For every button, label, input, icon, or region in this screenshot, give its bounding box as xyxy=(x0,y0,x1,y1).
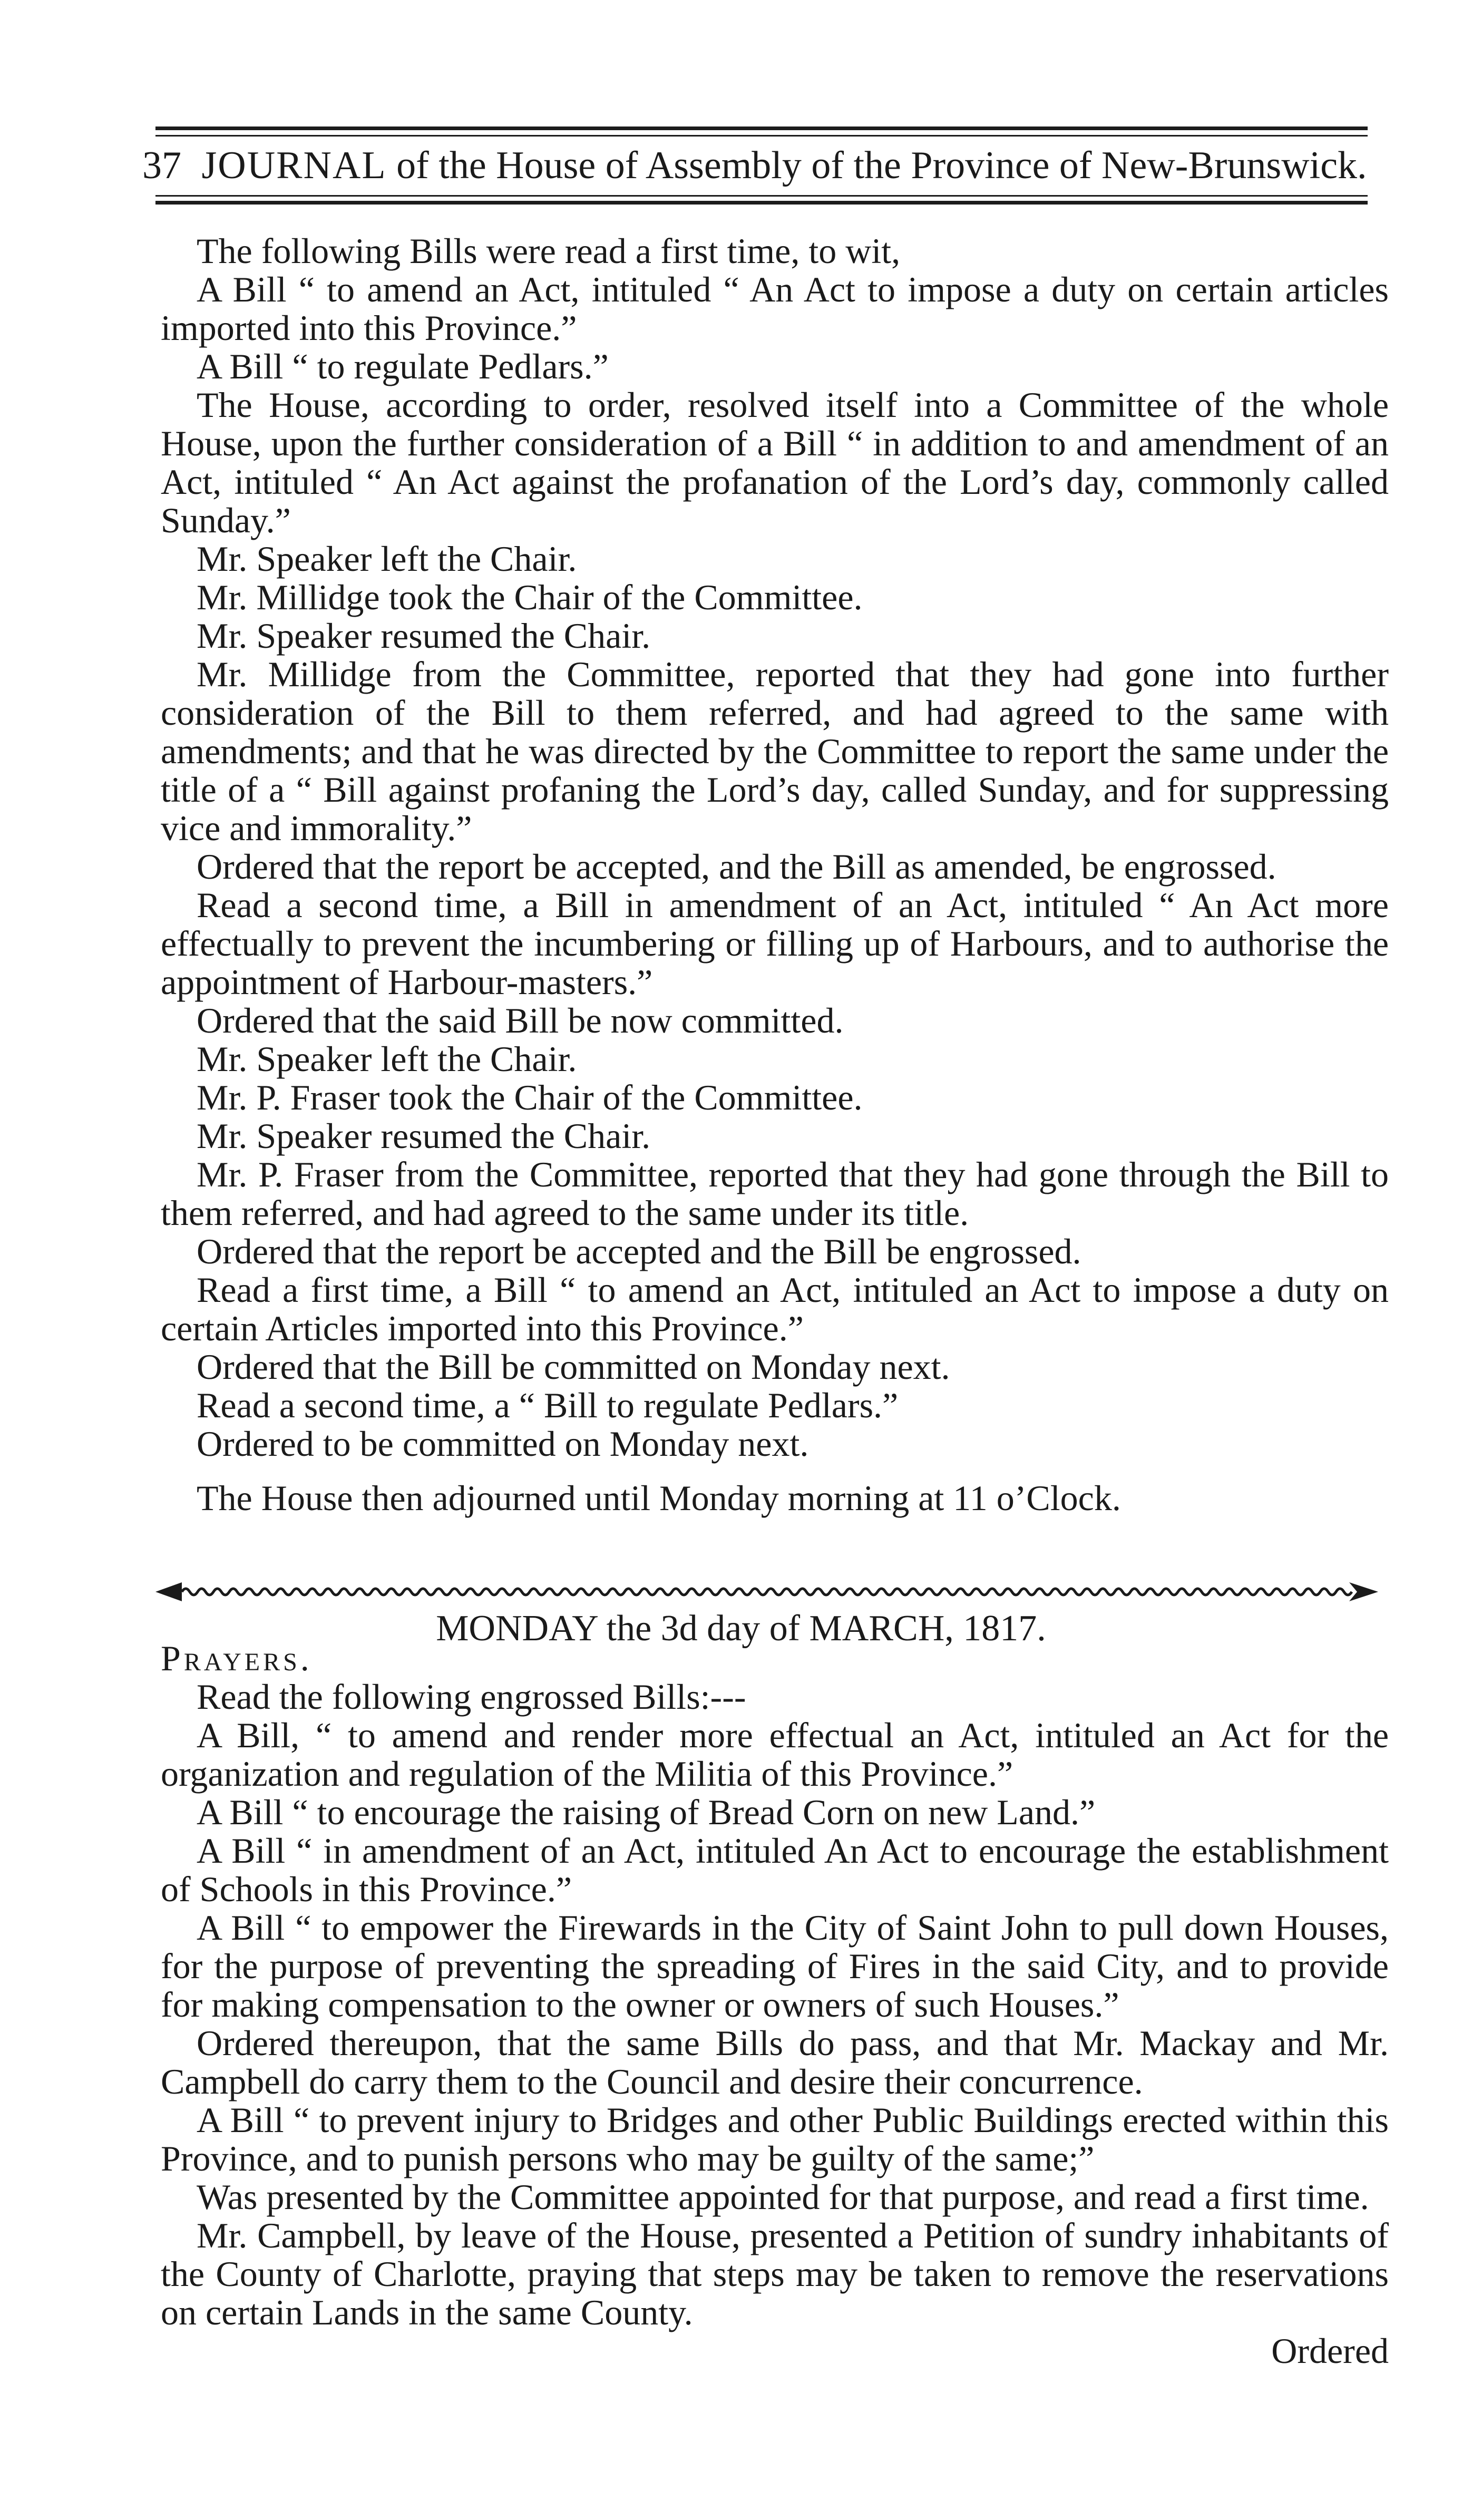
paragraph: Ordered that the Bill be committed on Monday next. xyxy=(197,1347,950,1387)
paragraph: A Bill “ to amend an Act, intituled “ An Act to impose a duty on certain articles imported into this Province.” xyxy=(161,269,1389,348)
header-rule-bottom-thin xyxy=(155,195,1368,197)
adjournment-line: The House then adjourned until Monday morning at 11 o’Clock. xyxy=(197,1478,1121,1518)
journal-title-rest: of the House of Assembly of the Province of New-Brunswick. xyxy=(396,144,1367,187)
paragraph: Ordered to be committed on Monday next. xyxy=(197,1424,809,1464)
paragraph: Mr. P. Fraser from the Committee, reported that they had gone through the Bill to them referred, and had agreed to the same under its title. xyxy=(161,1154,1389,1233)
running-head xyxy=(142,138,1386,193)
journal-title-word: JOURNAL xyxy=(201,144,387,187)
paragraph: Mr. Campbell, by leave of the House, presented a Petition of sundry inhabitants of the County of Charlotte, praying that steps may be taken to remove the reservations on certain Lands in the same County. xyxy=(161,2215,1389,2332)
ornamental-divider xyxy=(150,1576,1383,1608)
paragraph: Ordered that the report be accepted and the Bill be engrossed. xyxy=(197,1231,1081,1271)
prayers-heading: Prayers. xyxy=(161,1638,313,1678)
paragraph: Read the following engrossed Bills:--- xyxy=(197,1677,746,1717)
paragraph: Mr. Speaker resumed the Chair. xyxy=(197,1116,651,1156)
paragraph: A Bill, “ to amend and render more effectual an Act, intituled an Act for the organization and regulation of the Militia of this Province.” xyxy=(161,1715,1389,1794)
paragraph: Read a second time, a “ Bill to regulate Pedlars.” xyxy=(197,1385,899,1425)
paragraph: Mr. P. Fraser took the Chair of the Committee. xyxy=(197,1077,863,1117)
paragraph: Mr. Speaker left the Chair. xyxy=(197,539,577,579)
catchword: Ordered xyxy=(1271,2331,1389,2371)
proceedings-section-1 xyxy=(161,232,1389,1517)
header-rule-top-thin xyxy=(155,135,1368,137)
paragraph: A Bill “ to encourage the raising of Bread Corn on new Land.” xyxy=(197,1792,1096,1832)
paragraph: A Bill “ to prevent injury to Bridges and other Public Buildings erected within this Province, and to punish persons who may be guilty of the same;” xyxy=(161,2100,1389,2178)
date-heading: MONDAY the 3d day of MARCH, 1817. xyxy=(436,1608,1046,1649)
header-rule-bottom xyxy=(155,201,1368,205)
paragraph: Ordered that the report be accepted, and the Bill as amended, be engrossed. xyxy=(197,847,1276,887)
paragraph: Mr. Millidge from the Committee, reported that they had gone into further consideration of the Bill to them referred, and had agreed to the same with amendments; and that he was directed by the Committee to report the same under the title of a “ Bill against profaning the Lord’s day, called Sunday, and for suppressing vice and immorality.” xyxy=(161,654,1389,848)
paragraph: A Bill “ in amendment of an Act, intituled An Act to encourage the establishment of Schools in this Province.” xyxy=(161,1831,1389,1909)
header-rule-top xyxy=(155,127,1368,130)
paragraph: Mr. Millidge took the Chair of the Committee. xyxy=(197,577,863,617)
paragraph: A Bill “ to regulate Pedlars.” xyxy=(197,346,609,386)
paragraph: Mr. Speaker resumed the Chair. xyxy=(197,616,651,656)
paragraph: Was presented by the Committee appointed for that purpose, and read a first time. xyxy=(197,2177,1369,2217)
paragraph: The House, according to order, resolved itself into a Committee of the whole House, upon the further consideration of a Bill “ in addition to and amendment of an Act, intituled “ An Act against the profanation of the Lord’s day, commonly called Sunday.” xyxy=(161,385,1389,540)
paragraph: Read a second time, a Bill in amendment of an Act, intituled “ An Act more effectually to prevent the incumbering or filling up of Harbours, and to authorise the appointment of Harbour-masters.” xyxy=(161,885,1389,1002)
paragraph: The following Bills were read a first time, to wit, xyxy=(197,231,901,271)
page-number: 37 xyxy=(142,144,181,187)
paragraph: A Bill “ to empower the Firewards in the City of Saint John to pull down Houses, for the purpose of preventing the spreading of Fires in the said City, and to provide for making compensation to the owner or owners of such Houses.” xyxy=(161,1908,1389,2025)
paragraph: Read a first time, a Bill “ to amend an Act, intituled an Act to impose a duty on certain Articles imported into this Province.” xyxy=(161,1270,1389,1348)
paragraph: Ordered that the said Bill be now committed. xyxy=(197,1000,844,1040)
proceedings-section-2 xyxy=(161,1639,1389,2370)
paragraph: Mr. Speaker left the Chair. xyxy=(197,1039,577,1079)
paragraph: Ordered thereupon, that the same Bills do pass, and that Mr. Mackay and Mr. Campbell do carry them to the Council and desire their concurrence. xyxy=(161,2023,1389,2101)
